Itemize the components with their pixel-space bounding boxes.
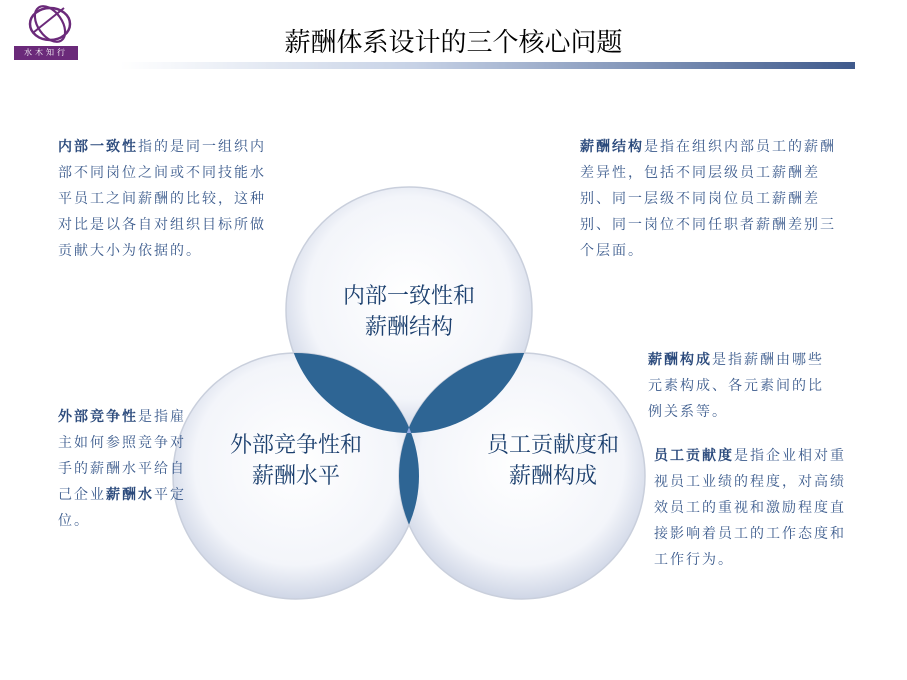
- note-internal-consistency: [58, 134, 280, 264]
- note-text: 平定位。: [58, 487, 186, 529]
- note-pay-composition: [648, 347, 838, 425]
- circle-label-contribution: [453, 430, 653, 492]
- circle-label-line: 薪酬水平: [251, 464, 340, 489]
- circle-label-external: [196, 430, 396, 492]
- note-pay-structure: [580, 134, 838, 264]
- note-text: 是指企业相对重视员工业绩的程度，对高绩效员工的重视和激励程度直接影响着员工的工作态度和工作行为。: [654, 448, 846, 568]
- circle-label-line: 薪酬构成: [508, 464, 597, 489]
- note-term: 薪酬结构: [580, 139, 644, 155]
- note-external-competitiveness: [58, 404, 188, 534]
- note-term: 薪酬水: [106, 487, 154, 503]
- note-text: 是指在组织内部员工的薪酬差异性，包括不同层级员工薪酬差别、同一层级不同岗位员工薪酬差别、同一岗位不同任职者薪酬差别三个层面。: [580, 139, 836, 259]
- circle-label-line: 外部竞争性和: [229, 433, 362, 458]
- circle-label-line: 员工贡献度和: [486, 433, 619, 458]
- logo-text: 水木知行: [14, 46, 78, 60]
- note-term: 薪酬构成: [648, 352, 712, 368]
- note-term: 员工贡献度: [654, 448, 734, 464]
- note-term: 外部竞争性: [58, 409, 138, 425]
- circle-label-internal: [309, 281, 509, 343]
- note-term: 内部一致性: [58, 139, 138, 155]
- note-text: 是指薪酬由哪些元素构成、各元素间的比例关系等。: [648, 352, 824, 420]
- page-title: 薪酬体系设计的三个核心问题: [284, 28, 623, 58]
- circle-label-line: 薪酬结构: [364, 315, 453, 340]
- note-text: 是指雇主如何参照竞争对手的薪酬水平给自己企业: [58, 409, 186, 503]
- circle-label-line: 内部一致性和: [342, 284, 475, 309]
- note-employee-contribution: [654, 443, 846, 573]
- note-text: 指的是同一组织内部不同岗位之间或不同技能水平员工之间薪酬的比较，这种对比是以各自对组织目标所做贡献大小为依据的。: [58, 139, 266, 259]
